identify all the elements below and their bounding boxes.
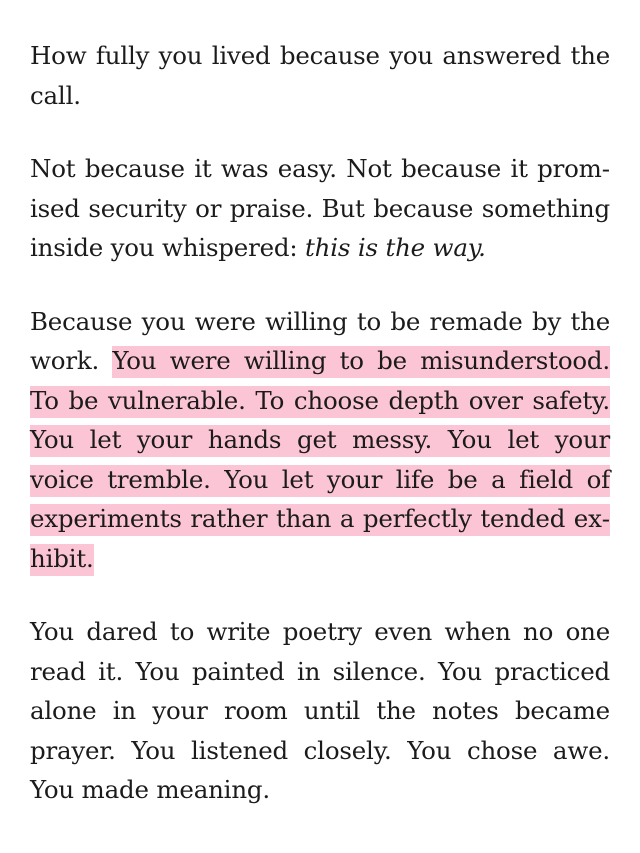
paragraph-text: Because you were willing to be remade by the work. bbox=[30, 306, 610, 375]
paragraph bbox=[30, 149, 610, 268]
paragraph-text: How fully you lived because you answered the call. bbox=[30, 41, 610, 110]
reader-page bbox=[30, 36, 610, 844]
paragraph-text: You dared to write poetry even when no one read it. You painted in silence. You practiced alone in your room until the notes became prayer. You listened closely. You chose awe. You made meaning. bbox=[30, 617, 610, 804]
highlighted-passage[interactable]: You were willing to be misunderstood. To be vulnerable. To choose depth over safety. You let your hands get messy. You let your voice tremble. You let your life be a field of experiments rather than a perfectly tended exhibit. bbox=[30, 346, 610, 576]
paragraph-text: Not because it was easy. Not because it promised security or praise. But because something inside you whispered: bbox=[30, 154, 610, 262]
emphasized-text: this is the way. bbox=[305, 233, 486, 262]
paragraph bbox=[30, 302, 610, 579]
paragraph bbox=[30, 612, 610, 810]
paragraph bbox=[30, 36, 610, 115]
